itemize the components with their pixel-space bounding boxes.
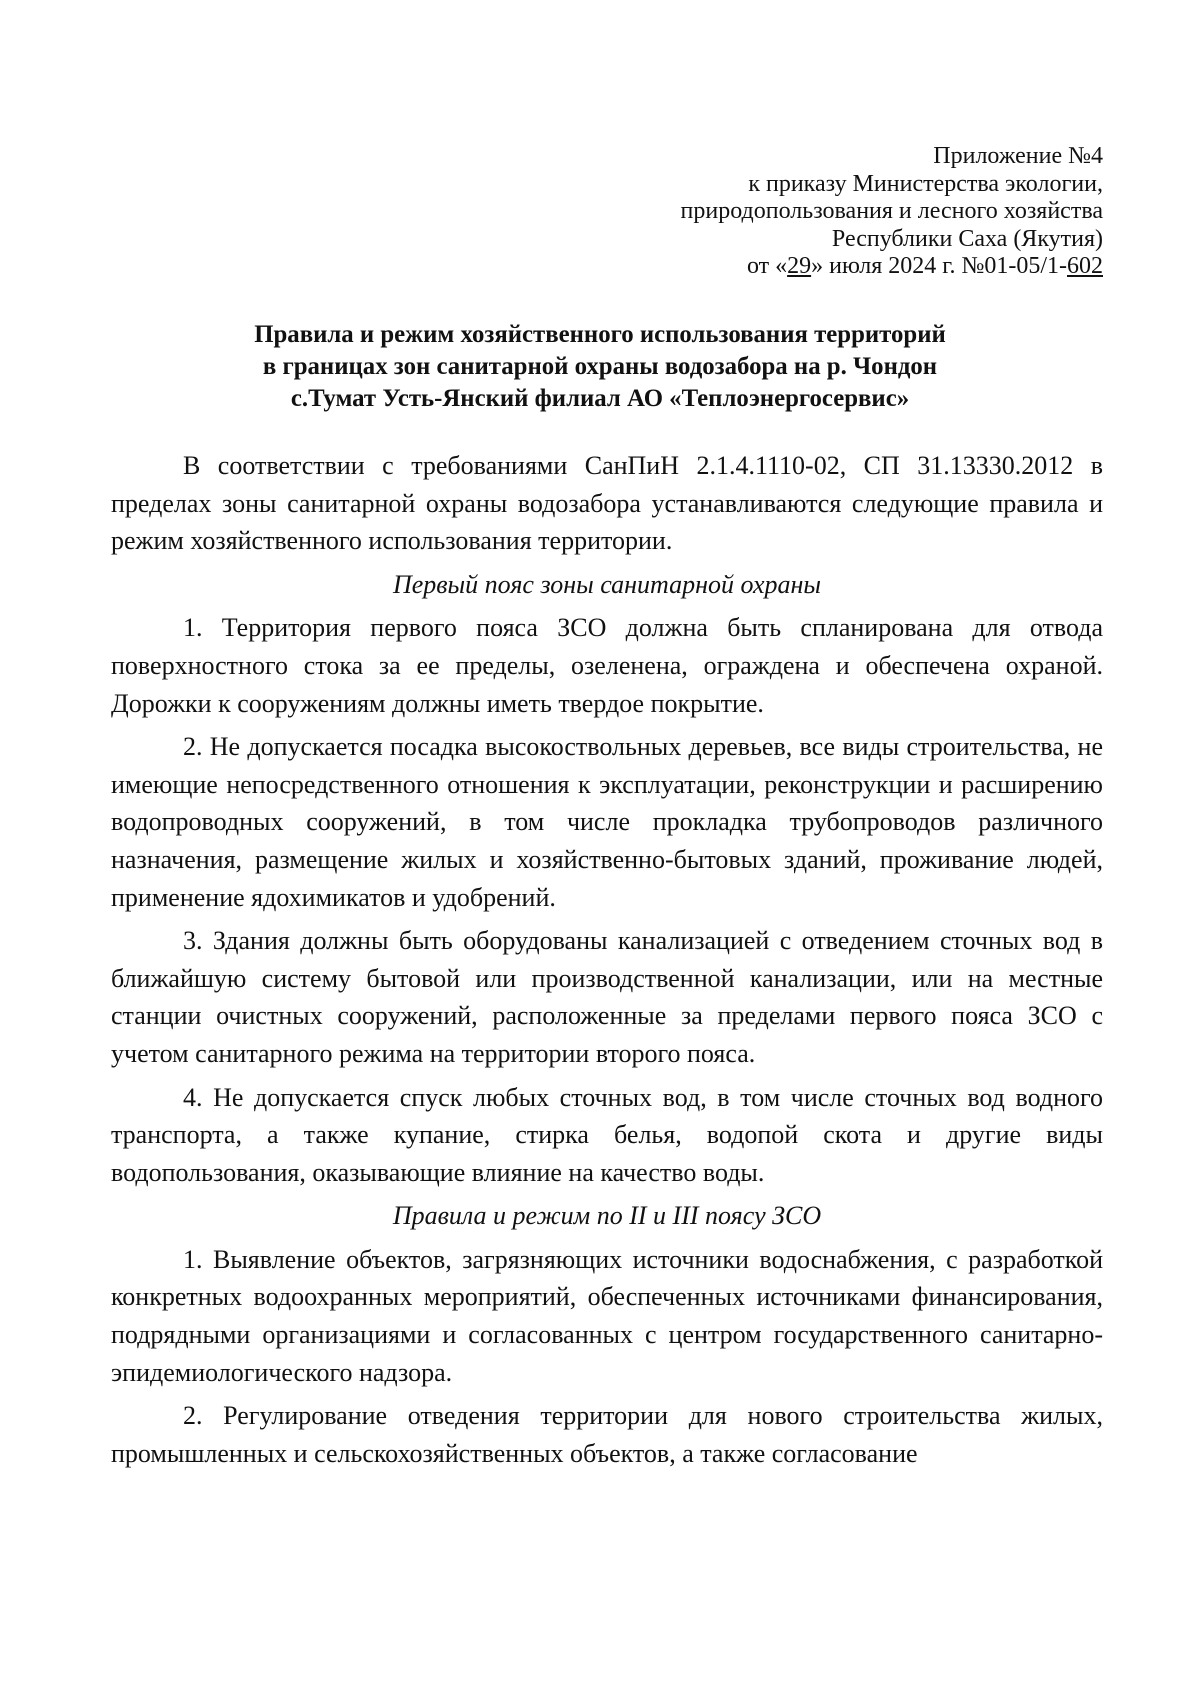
intro-paragraph: В соответствии с требованиями СанПиН 2.1.4.1110-02, СП 31.13330.2012 в пределах зоны санитарной охраны водозабора устанавливаются следующие правила и режим хозяйственного использования территории.	[111, 451, 1103, 556]
section-heading: Первый пояс зоны санитарной охраны	[392, 569, 822, 599]
list-item: 3. Здания должны быть оборудованы канализацией с отведением сточных вод в ближайшую систему бытовой или производственной канализации, или на местные станции очистных сооружений, расположенные за пределами первого пояса ЗСО с учетом санитарного режима на территории второго пояса.	[111, 926, 1103, 1068]
document-title	[97, 319, 1103, 415]
attachment-date-line	[600, 253, 1103, 281]
title-line: с.Тумат Усть-Янский филиал АО «Теплоэнергосервис»	[290, 385, 910, 412]
document-body	[111, 447, 1103, 1478]
list-item: 1. Территория первого пояса ЗСО должна быть спланирована для отвода поверхностного стока за ее пределы, озеленена, ограждена и обеспечена охраной. Дорожки к сооружениям должны иметь твердое покрытие.	[111, 613, 1103, 718]
title-line: Правила и режим хозяйственного использования территорий	[254, 321, 946, 348]
list-item: 2. Не допускается посадка высокоствольных деревьев, все виды строительства, не имеющие непосредственного отношения к эксплуатации, реконструкции и расширению водопроводных сооружений, в том числе прокладка трубопроводов различного назначения, размещение жилых и хозяйственно-бытовых зданий, проживание людей, применение ядохимикатов и удобрений.	[111, 732, 1103, 912]
attachment-block	[600, 143, 1103, 281]
date-day: 29	[787, 253, 812, 280]
list-item: 2. Регулирование отведения территории для нового строительства жилых, промышленных и сельскохозяйственных объектов, а также согласование	[111, 1401, 1103, 1468]
section-heading: Правила и режим по II и III поясу ЗСО	[392, 1201, 822, 1231]
list-item: 1. Выявление объектов, загрязняющих источники водоснабжения, с разработкой конкретных водоохранных мероприятий, обеспеченных источниками финансирования, подрядными организациями и согласованных с центром государственного санитарно-эпидемиологического надзора.	[111, 1244, 1103, 1387]
date-prefix: от «	[746, 253, 788, 280]
attachment-line: природопользования и лесного хозяйства	[680, 198, 1103, 225]
attachment-line: Республики Саха (Якутия)	[831, 225, 1103, 252]
attachment-line: к приказу Министерства экологии,	[748, 170, 1103, 197]
order-number: 602	[1067, 253, 1103, 280]
title-line: в границах зон санитарной охраны водозабора на р. Чондон	[262, 353, 938, 380]
date-middle: » июля 2024 г. №01-05/1-	[811, 253, 1067, 280]
attachment-line: Приложение №4	[933, 143, 1103, 169]
list-item: 4. Не допускается спуск любых сточных вод, в том числе сточных вод водного транспорта, а также купание, стирка белья, водопой скота и другие виды водопользования, оказывающие влияние на качество воды.	[111, 1082, 1103, 1187]
